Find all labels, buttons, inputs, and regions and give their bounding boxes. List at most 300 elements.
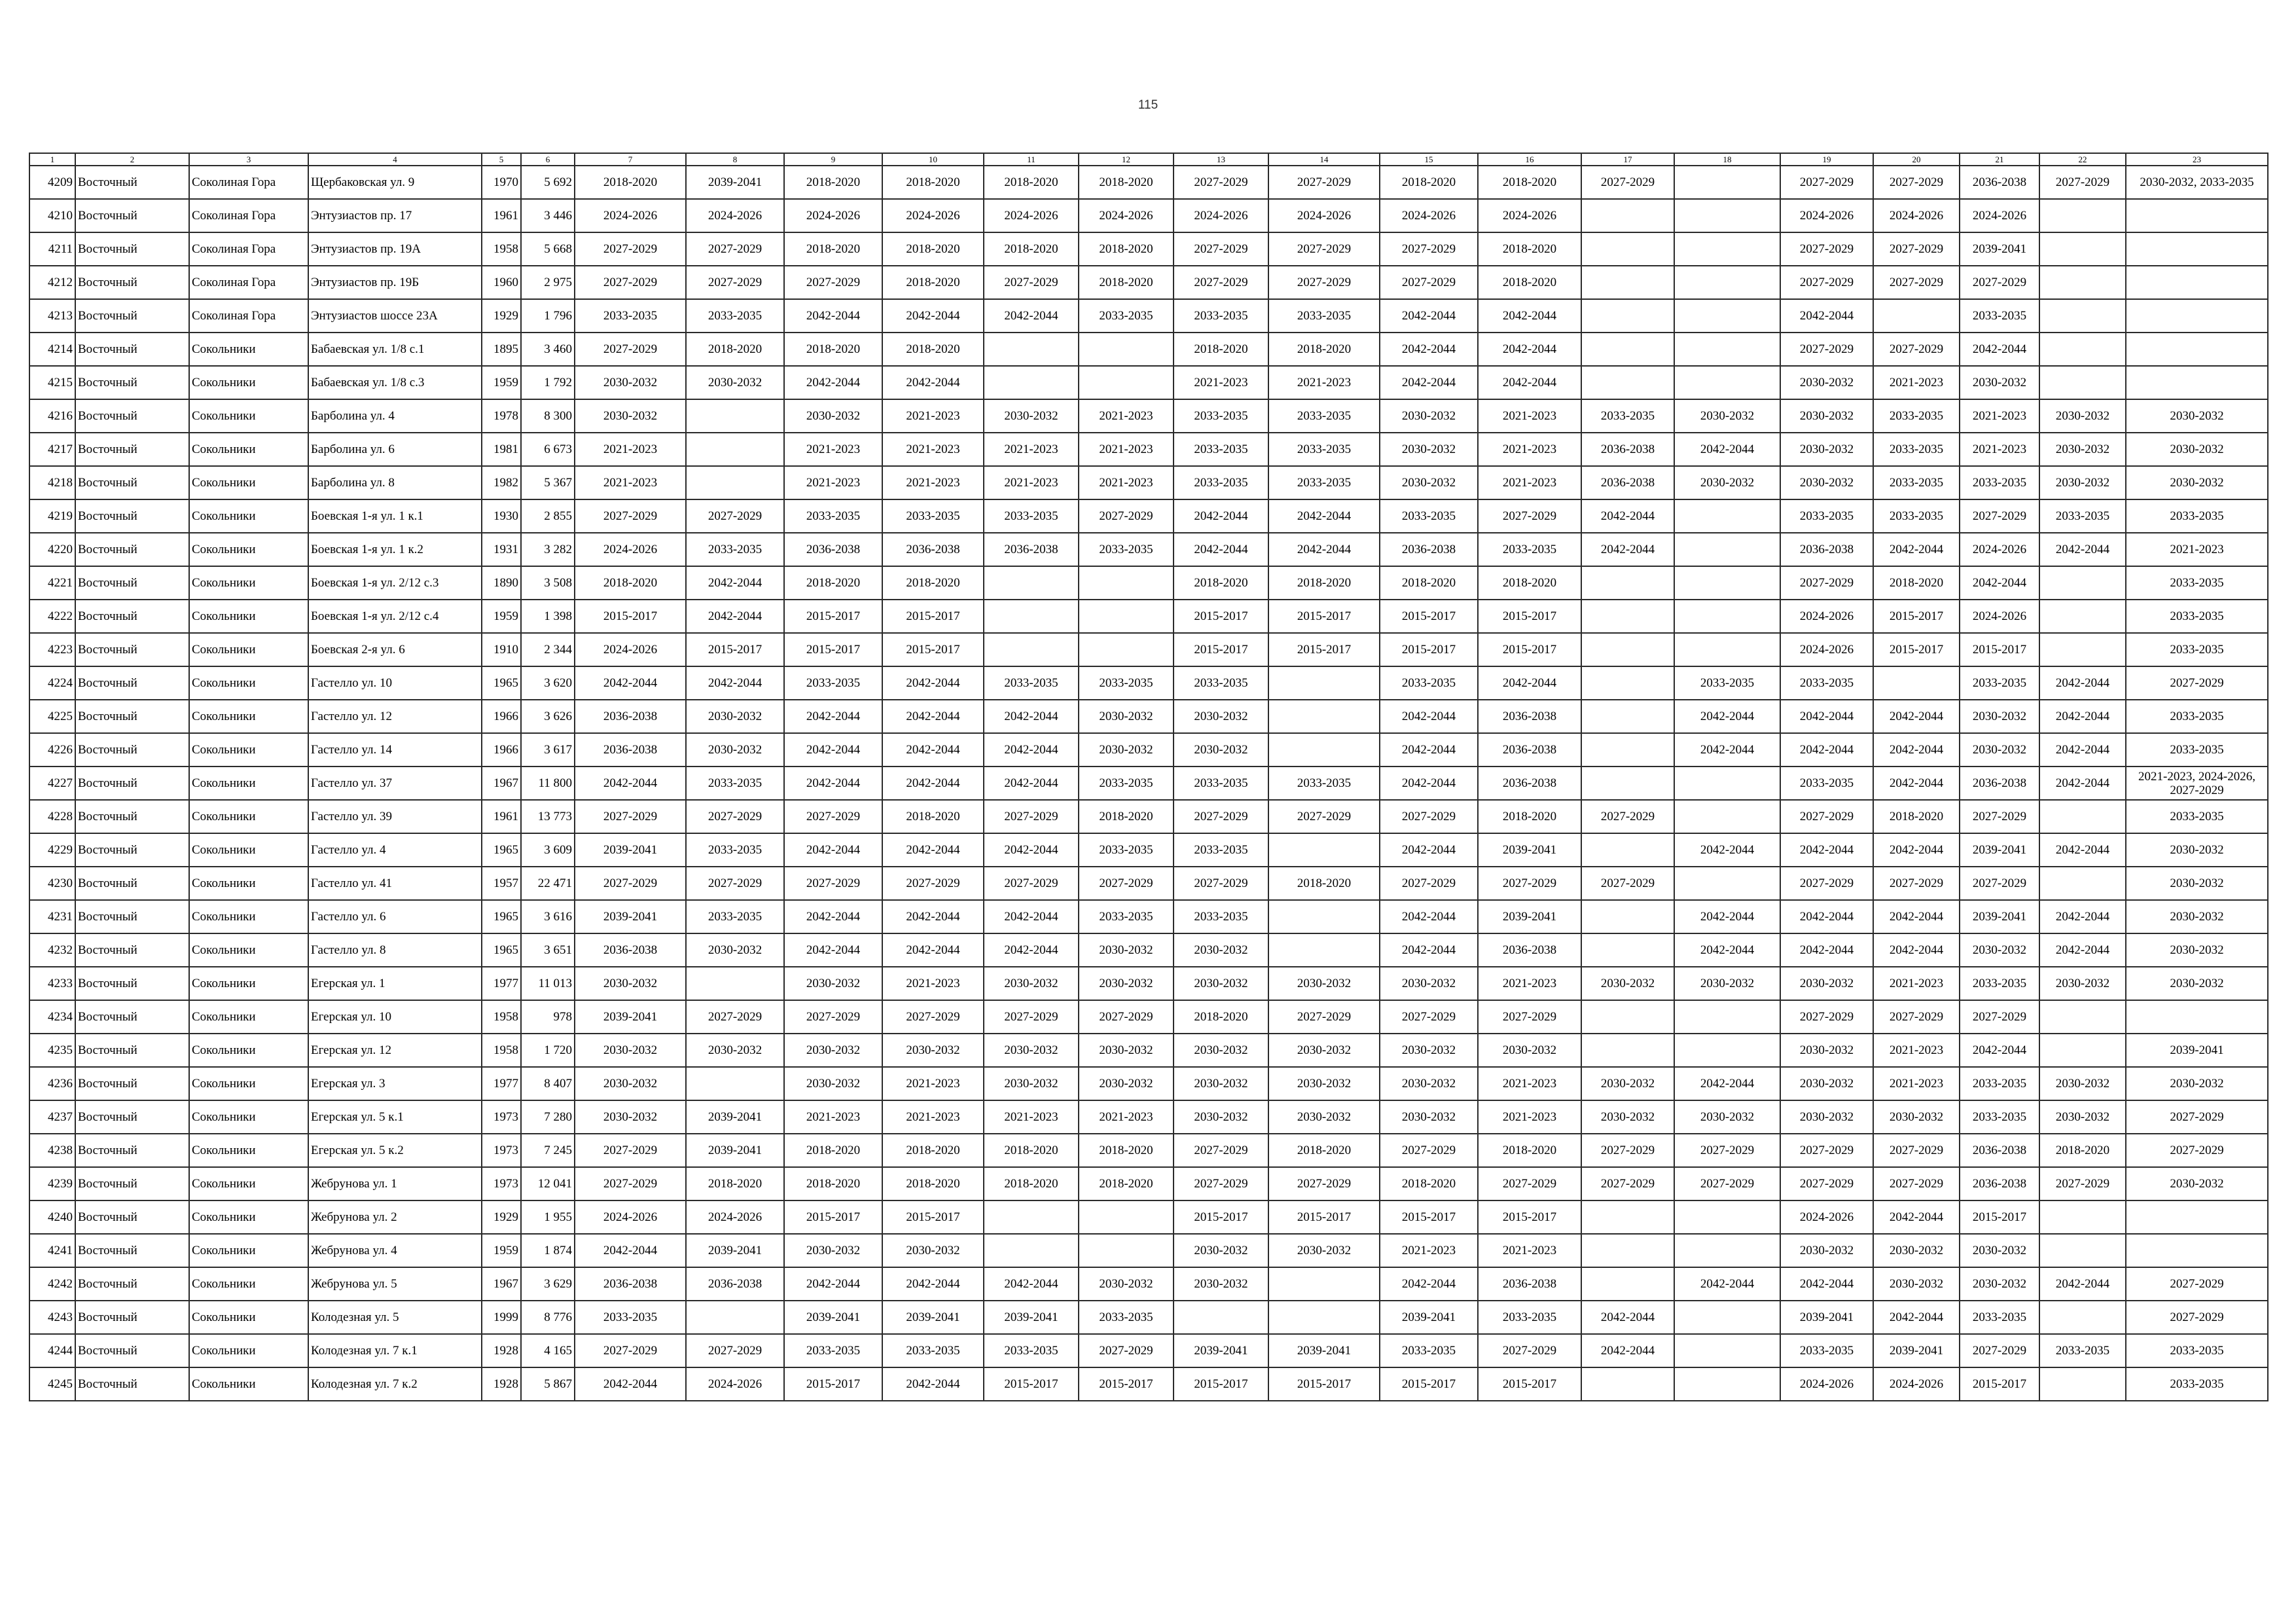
okrug-cell: Восточный (75, 633, 189, 666)
period-cell: 2030-2032 (686, 933, 784, 967)
period-cell: 2030-2032 (2039, 466, 2126, 499)
period-cell: 2030-2032 (686, 1034, 784, 1067)
okrug-cell: Восточный (75, 1067, 189, 1100)
period-cell (2126, 232, 2268, 266)
period-cell: 2030-2032 (1380, 433, 1478, 466)
period-cell: 2030-2032 (784, 1067, 882, 1100)
period-cell: 2027-2029 (1780, 166, 1873, 199)
period-cell: 2018-2020 (1478, 232, 1581, 266)
area-cell: 1 796 (521, 299, 575, 333)
address-cell: Гастелло ул. 14 (308, 733, 482, 767)
period-cell: 2036-2038 (1960, 767, 2039, 800)
period-cell: 2030-2032 (575, 967, 686, 1000)
column-number-row (29, 153, 2268, 166)
period-cell: 2024-2026 (1478, 199, 1581, 232)
period-cell: 2021-2023 (1380, 1234, 1478, 1267)
table-row (29, 1034, 2268, 1067)
address-cell: Жебрунова ул. 5 (308, 1267, 482, 1301)
period-cell: 2042-2044 (1674, 700, 1780, 733)
okrug-cell: Восточный (75, 266, 189, 299)
period-cell: 2027-2029 (686, 1334, 784, 1367)
period-cell: 2033-2035 (2126, 733, 2268, 767)
table-row (29, 199, 2268, 232)
area-cell: 1 955 (521, 1200, 575, 1234)
period-cell (1674, 1200, 1780, 1234)
year-built-cell: 1961 (482, 199, 521, 232)
column-number-16: 16 (1478, 153, 1581, 166)
period-cell: 2036-2038 (1478, 1267, 1581, 1301)
area-cell: 22 471 (521, 867, 575, 900)
period-cell: 2018-2020 (1174, 566, 1268, 600)
period-cell: 2042-2044 (1780, 900, 1873, 933)
period-cell: 2021-2023 (984, 1100, 1079, 1134)
period-cell: 2018-2020 (882, 800, 984, 833)
area-cell: 3 651 (521, 933, 575, 967)
period-cell: 2015-2017 (1268, 1367, 1380, 1401)
period-cell: 2021-2023 (784, 433, 882, 466)
period-cell: 2015-2017 (882, 633, 984, 666)
period-cell: 2015-2017 (1268, 1200, 1380, 1234)
column-number-9: 9 (784, 153, 882, 166)
area-cell: 2 975 (521, 266, 575, 299)
row-id-cell: 4243 (29, 1301, 75, 1334)
period-cell: 2027-2029 (2039, 166, 2126, 199)
period-cell: 2042-2044 (1380, 299, 1478, 333)
period-cell: 2018-2020 (882, 1167, 984, 1200)
table-row (29, 867, 2268, 900)
period-cell: 2042-2044 (784, 733, 882, 767)
period-cell (2039, 867, 2126, 900)
period-cell: 2042-2044 (1380, 933, 1478, 967)
period-cell: 2030-2032 (575, 1100, 686, 1134)
period-cell: 2030-2032 (686, 700, 784, 733)
district-cell: Сокольники (189, 767, 308, 800)
address-cell: Энтузиастов шоссе 23А (308, 299, 482, 333)
period-cell: 2021-2023 (882, 466, 984, 499)
period-cell: 2027-2029 (1268, 166, 1380, 199)
period-cell: 2015-2017 (1174, 600, 1268, 633)
period-cell: 2027-2029 (2126, 666, 2268, 700)
period-cell (1581, 566, 1674, 600)
period-cell: 2036-2038 (1960, 1134, 2039, 1167)
period-cell (1674, 533, 1780, 566)
period-cell (1674, 600, 1780, 633)
period-cell (1581, 232, 1674, 266)
period-cell: 2030-2032 (1079, 1067, 1174, 1100)
address-cell: Энтузиастов пр. 19Б (308, 266, 482, 299)
area-cell: 5 692 (521, 166, 575, 199)
period-cell (2039, 600, 2126, 633)
period-cell (984, 333, 1079, 366)
period-cell: 2018-2020 (1079, 1134, 1174, 1167)
period-cell: 2027-2029 (1873, 232, 1960, 266)
period-cell (1581, 767, 1674, 800)
column-number-18: 18 (1674, 153, 1780, 166)
period-cell: 2024-2026 (1380, 199, 1478, 232)
row-id-cell: 4225 (29, 700, 75, 733)
district-cell: Сокольники (189, 1301, 308, 1334)
table-row (29, 232, 2268, 266)
period-cell: 2042-2044 (1581, 1334, 1674, 1367)
period-cell: 2030-2032 (1780, 466, 1873, 499)
okrug-cell: Восточный (75, 1234, 189, 1267)
period-cell: 2042-2044 (882, 700, 984, 733)
period-cell: 2039-2041 (686, 1100, 784, 1134)
period-cell: 2030-2032 (784, 967, 882, 1000)
address-cell: Егерская ул. 12 (308, 1034, 482, 1067)
period-cell: 2042-2044 (1873, 1200, 1960, 1234)
table-row (29, 1301, 2268, 1334)
period-cell: 2030-2032 (575, 1034, 686, 1067)
area-cell: 3 508 (521, 566, 575, 600)
period-cell: 2018-2020 (686, 333, 784, 366)
period-cell: 2015-2017 (1478, 600, 1581, 633)
period-cell: 2033-2035 (1780, 499, 1873, 533)
period-cell (1079, 566, 1174, 600)
year-built-cell: 1958 (482, 1034, 521, 1067)
okrug-cell: Восточный (75, 1301, 189, 1334)
period-cell: 2030-2032 (575, 1067, 686, 1100)
period-cell: 2030-2032 (1079, 1267, 1174, 1301)
period-cell: 2030-2032 (1268, 1067, 1380, 1100)
period-cell: 2033-2035 (784, 666, 882, 700)
column-number-12: 12 (1079, 153, 1174, 166)
period-cell: 2015-2017 (784, 600, 882, 633)
district-cell: Сокольники (189, 1234, 308, 1267)
period-cell: 2030-2032 (1873, 1234, 1960, 1267)
period-cell: 2027-2029 (686, 867, 784, 900)
period-cell: 2015-2017 (1960, 1200, 2039, 1234)
period-cell (2126, 299, 2268, 333)
row-id-cell: 4241 (29, 1234, 75, 1267)
period-cell: 2018-2020 (1478, 566, 1581, 600)
period-cell: 2042-2044 (1380, 733, 1478, 767)
year-built-cell: 1967 (482, 767, 521, 800)
year-built-cell: 1930 (482, 499, 521, 533)
period-cell: 2042-2044 (1674, 1067, 1780, 1100)
table-row (29, 433, 2268, 466)
period-cell: 2027-2029 (1780, 800, 1873, 833)
period-cell: 2030-2032 (2126, 1167, 2268, 1200)
period-cell: 2021-2023 (1873, 967, 1960, 1000)
period-cell: 2036-2038 (575, 1267, 686, 1301)
period-cell: 2030-2032 (1268, 967, 1380, 1000)
period-cell: 2027-2029 (1873, 333, 1960, 366)
period-cell: 2030-2032 (984, 399, 1079, 433)
period-cell (1581, 700, 1674, 733)
period-cell: 2018-2020 (1079, 232, 1174, 266)
period-cell: 2042-2044 (882, 366, 984, 399)
period-cell: 2042-2044 (1268, 499, 1380, 533)
district-cell: Сокольники (189, 633, 308, 666)
period-cell: 2033-2035 (784, 1334, 882, 1367)
period-cell: 2039-2041 (686, 1234, 784, 1267)
year-built-cell: 1973 (482, 1134, 521, 1167)
period-cell: 2030-2032 (1380, 967, 1478, 1000)
period-cell: 2042-2044 (1581, 533, 1674, 566)
period-cell (1268, 733, 1380, 767)
period-cell: 2021-2023 (1873, 366, 1960, 399)
period-cell: 2042-2044 (1380, 833, 1478, 867)
district-cell: Сокольники (189, 1000, 308, 1034)
period-cell: 2021-2023 (1478, 1234, 1581, 1267)
area-cell: 7 245 (521, 1134, 575, 1167)
data-table-container (29, 153, 2267, 1401)
period-cell: 2015-2017 (1478, 1367, 1581, 1401)
period-cell: 2030-2032 (2126, 933, 2268, 967)
period-cell: 2018-2020 (1380, 566, 1478, 600)
period-cell: 2033-2035 (1581, 399, 1674, 433)
period-cell: 2030-2032 (1960, 1267, 2039, 1301)
okrug-cell: Восточный (75, 533, 189, 566)
year-built-cell: 1957 (482, 867, 521, 900)
table-row (29, 666, 2268, 700)
period-cell: 2027-2029 (1780, 566, 1873, 600)
period-cell: 2033-2035 (2126, 1367, 2268, 1401)
period-cell (1268, 700, 1380, 733)
period-cell: 2027-2029 (1380, 800, 1478, 833)
address-cell: Гастелло ул. 6 (308, 900, 482, 933)
period-cell: 2033-2035 (686, 299, 784, 333)
period-cell: 2027-2029 (575, 499, 686, 533)
period-cell: 2021-2023 (984, 433, 1079, 466)
period-cell: 2042-2044 (784, 900, 882, 933)
period-cell: 2027-2029 (1581, 800, 1674, 833)
address-cell: Гастелло ул. 12 (308, 700, 482, 733)
period-cell: 2027-2029 (784, 867, 882, 900)
okrug-cell: Восточный (75, 166, 189, 199)
address-cell: Боевская 2-я ул. 6 (308, 633, 482, 666)
period-cell: 2018-2020 (984, 1167, 1079, 1200)
year-built-cell: 1910 (482, 633, 521, 666)
period-cell: 2027-2029 (2126, 1267, 2268, 1301)
period-cell: 2027-2029 (1268, 1000, 1380, 1034)
table-row (29, 1000, 2268, 1034)
row-id-cell: 4223 (29, 633, 75, 666)
period-cell: 2027-2029 (1174, 1134, 1268, 1167)
period-cell: 2018-2020 (1478, 800, 1581, 833)
period-cell: 2033-2035 (1380, 666, 1478, 700)
period-cell (984, 1234, 1079, 1267)
period-cell (1079, 600, 1174, 633)
year-built-cell: 1977 (482, 1067, 521, 1100)
period-cell: 2042-2044 (1268, 533, 1380, 566)
period-cell: 2027-2029 (1268, 1167, 1380, 1200)
period-cell: 2036-2038 (882, 533, 984, 566)
period-cell: 2036-2038 (575, 933, 686, 967)
period-cell: 2027-2029 (1780, 1000, 1873, 1034)
period-cell: 2036-2038 (1478, 733, 1581, 767)
district-cell: Сокольники (189, 967, 308, 1000)
okrug-cell: Восточный (75, 800, 189, 833)
period-cell: 2033-2035 (984, 499, 1079, 533)
period-cell: 2033-2035 (882, 1334, 984, 1367)
okrug-cell: Восточный (75, 666, 189, 700)
data-table (29, 153, 2269, 1401)
row-id-cell: 4233 (29, 967, 75, 1000)
district-cell: Сокольники (189, 399, 308, 433)
year-built-cell: 1890 (482, 566, 521, 600)
table-row (29, 833, 2268, 867)
year-built-cell: 1928 (482, 1367, 521, 1401)
column-number-2: 2 (75, 153, 189, 166)
address-cell: Боевская 1-я ул. 1 к.2 (308, 533, 482, 566)
period-cell: 2030-2032 (1780, 1234, 1873, 1267)
period-cell (1581, 733, 1674, 767)
period-cell: 2027-2029 (1174, 266, 1268, 299)
period-cell: 2021-2023 (1478, 466, 1581, 499)
period-cell: 2033-2035 (1873, 499, 1960, 533)
okrug-cell: Восточный (75, 700, 189, 733)
period-cell: 2036-2038 (1960, 1167, 2039, 1200)
okrug-cell: Восточный (75, 933, 189, 967)
page-number: 115 (1138, 98, 1158, 112)
period-cell: 2033-2035 (1960, 666, 2039, 700)
period-cell (1674, 633, 1780, 666)
period-cell: 2030-2032 (1780, 433, 1873, 466)
table-row (29, 466, 2268, 499)
period-cell: 2018-2020 (1478, 166, 1581, 199)
period-cell: 2033-2035 (1960, 1301, 2039, 1334)
period-cell: 2033-2035 (1380, 499, 1478, 533)
district-cell: Сокольники (189, 333, 308, 366)
period-cell: 2030-2032 (1079, 933, 1174, 967)
area-cell: 3 617 (521, 733, 575, 767)
period-cell: 2033-2035 (1079, 900, 1174, 933)
district-cell: Сокольники (189, 1034, 308, 1067)
period-cell (1873, 299, 1960, 333)
period-cell (2126, 333, 2268, 366)
period-cell: 2027-2029 (784, 266, 882, 299)
period-cell (1268, 900, 1380, 933)
period-cell: 2018-2020 (1268, 867, 1380, 900)
period-cell (2039, 1234, 2126, 1267)
period-cell: 2027-2029 (575, 800, 686, 833)
period-cell: 2015-2017 (882, 600, 984, 633)
address-cell: Колодезная ул. 7 к.1 (308, 1334, 482, 1367)
okrug-cell: Восточный (75, 366, 189, 399)
period-cell: 2030-2032 (1780, 1100, 1873, 1134)
period-cell: 2027-2029 (1960, 1000, 2039, 1034)
column-number-13: 13 (1174, 153, 1268, 166)
period-cell (2039, 800, 2126, 833)
period-cell (1581, 333, 1674, 366)
period-cell: 2030-2032 (1960, 366, 2039, 399)
period-cell: 2030-2032 (686, 733, 784, 767)
period-cell: 2033-2035 (686, 533, 784, 566)
period-cell: 2030-2032 (2126, 433, 2268, 466)
period-cell: 2039-2041 (1478, 833, 1581, 867)
period-cell: 2030-2032 (1873, 1267, 1960, 1301)
period-cell: 2042-2044 (784, 366, 882, 399)
period-cell: 2027-2029 (2126, 1100, 2268, 1134)
period-cell: 2030-2032 (1268, 1034, 1380, 1067)
address-cell: Щербаковская ул. 9 (308, 166, 482, 199)
period-cell: 2018-2020 (784, 166, 882, 199)
district-cell: Сокольники (189, 1334, 308, 1367)
period-cell: 2015-2017 (1478, 633, 1581, 666)
period-cell: 2027-2029 (575, 232, 686, 266)
year-built-cell: 1966 (482, 700, 521, 733)
period-cell: 2018-2020 (1079, 1167, 1174, 1200)
okrug-cell: Восточный (75, 1367, 189, 1401)
period-cell (1674, 767, 1780, 800)
table-row (29, 299, 2268, 333)
period-cell (2039, 266, 2126, 299)
column-number-15: 15 (1380, 153, 1478, 166)
period-cell: 2033-2035 (784, 499, 882, 533)
period-cell (686, 399, 784, 433)
row-id-cell: 4212 (29, 266, 75, 299)
period-cell: 2027-2029 (1873, 266, 1960, 299)
period-cell: 2027-2029 (1780, 232, 1873, 266)
period-cell (1674, 1000, 1780, 1034)
period-cell: 2027-2029 (1174, 166, 1268, 199)
area-cell: 3 446 (521, 199, 575, 232)
period-cell: 2015-2017 (984, 1367, 1079, 1401)
row-id-cell: 4238 (29, 1134, 75, 1167)
year-built-cell: 1958 (482, 1000, 521, 1034)
period-cell: 2024-2026 (1780, 1367, 1873, 1401)
period-cell: 2018-2020 (882, 266, 984, 299)
period-cell: 2018-2020 (1079, 166, 1174, 199)
okrug-cell: Восточный (75, 499, 189, 533)
period-cell: 2015-2017 (575, 600, 686, 633)
period-cell: 2036-2038 (575, 700, 686, 733)
period-cell: 2027-2029 (575, 266, 686, 299)
period-cell: 2039-2041 (1380, 1301, 1478, 1334)
okrug-cell: Восточный (75, 1134, 189, 1167)
period-cell: 2042-2044 (984, 733, 1079, 767)
area-cell: 3 620 (521, 666, 575, 700)
period-cell: 2018-2020 (882, 333, 984, 366)
period-cell: 2030-2032 (2039, 1100, 2126, 1134)
district-cell: Сокольники (189, 733, 308, 767)
period-cell (1581, 666, 1674, 700)
period-cell: 2042-2044 (2039, 900, 2126, 933)
area-cell: 12 041 (521, 1167, 575, 1200)
period-cell: 2021-2023 (784, 466, 882, 499)
period-cell: 2018-2020 (882, 166, 984, 199)
period-cell: 2039-2041 (1478, 900, 1581, 933)
district-cell: Соколиная Гора (189, 266, 308, 299)
period-cell: 2027-2029 (1780, 266, 1873, 299)
period-cell: 2027-2029 (1674, 1134, 1780, 1167)
period-cell: 2027-2029 (1873, 1134, 1960, 1167)
column-number-6: 6 (521, 153, 575, 166)
period-cell: 2027-2029 (1079, 1000, 1174, 1034)
area-cell: 8 407 (521, 1067, 575, 1100)
period-cell: 2030-2032 (2126, 466, 2268, 499)
period-cell: 2042-2044 (2039, 833, 2126, 867)
period-cell: 2030-2032 (1380, 466, 1478, 499)
period-cell: 2042-2044 (1873, 900, 1960, 933)
period-cell: 2021-2023 (882, 1067, 984, 1100)
period-cell: 2030-2032 (2039, 399, 2126, 433)
period-cell: 2030-2032 (2126, 1067, 2268, 1100)
okrug-cell: Восточный (75, 867, 189, 900)
period-cell: 2042-2044 (1873, 733, 1960, 767)
period-cell: 2030-2032 (686, 366, 784, 399)
district-cell: Сокольники (189, 900, 308, 933)
period-cell: 2036-2038 (1581, 433, 1674, 466)
district-cell: Сокольники (189, 1200, 308, 1234)
period-cell (1674, 166, 1780, 199)
period-cell (1674, 800, 1780, 833)
period-cell: 2015-2017 (784, 633, 882, 666)
period-cell (1674, 266, 1780, 299)
table-row (29, 900, 2268, 933)
